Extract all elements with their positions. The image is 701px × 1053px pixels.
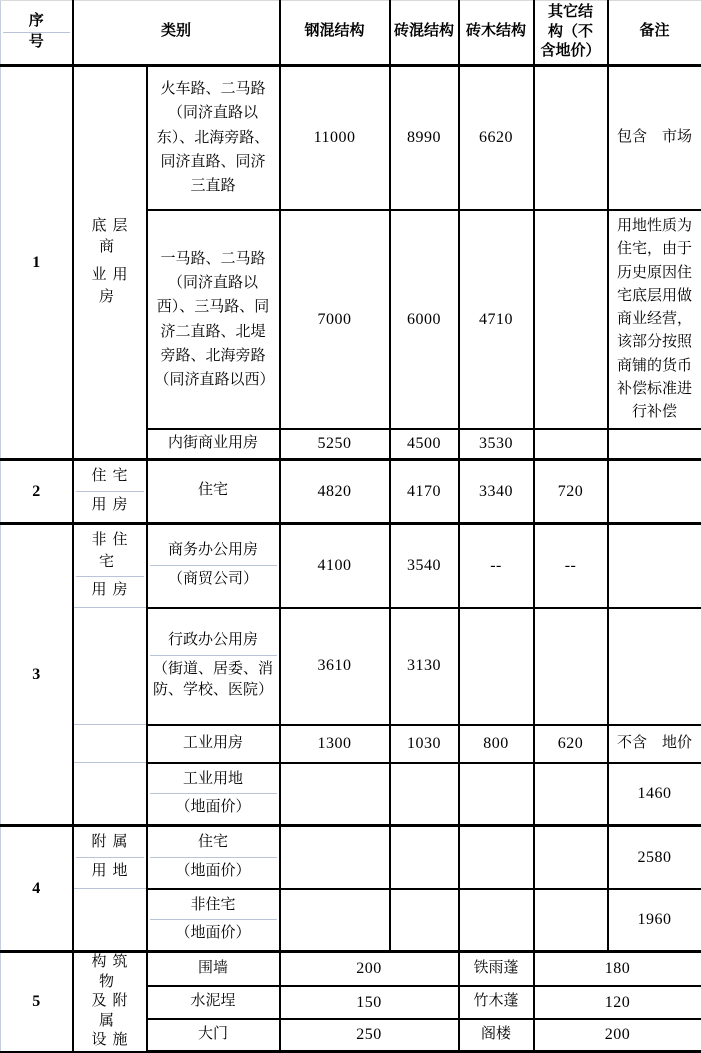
- s3-r4-name-stack: [150, 766, 277, 823]
- header-serial: [1, 1, 73, 66]
- cell-s5-r3-item1: 大门: [147, 1019, 280, 1052]
- category-3-empty-2: [73, 725, 147, 763]
- serial-5-cell: 5: [1, 952, 73, 1052]
- row-s2-r1: [1, 459, 701, 523]
- cell-s5-r2-item2: 竹木蓬: [459, 986, 534, 1019]
- category-4-empty-1: [73, 889, 147, 952]
- cell-s2-r1-steel: 4820: [280, 459, 390, 523]
- s1-r2-remark-text: 用地性质为住宅，由于历史原因住宅底层用做商业经营，该部分按照商铺的货币补偿标准进行补偿: [611, 213, 699, 426]
- category-5-stack: [76, 953, 144, 1051]
- category-1-line1: 底层商: [76, 213, 144, 263]
- cell-s1-r2-other: [534, 210, 608, 429]
- s3-r2-name-stack: [150, 627, 277, 705]
- category-residential-housing: [73, 459, 147, 523]
- cell-s1-r1-remark: 包含 市场: [608, 65, 701, 210]
- cell-s1-r1-brickwood: 6620: [459, 65, 534, 210]
- cell-s1-r2-brick: 6000: [390, 210, 459, 429]
- cell-s1-r2-remark: [608, 210, 701, 429]
- cell-s3-r2-name: [147, 608, 280, 725]
- row-s4-r2: [1, 889, 701, 952]
- cell-s4-r2-remark: 1960: [608, 889, 701, 952]
- row-s3-r3: [1, 725, 701, 763]
- s3-r1-name-line1: 商务办公用房: [150, 537, 277, 565]
- serial-3-cell: 3: [1, 523, 73, 825]
- cell-s1-r3-brickwood: 3530: [459, 429, 534, 459]
- cell-s3-r4-remark: 1460: [608, 763, 701, 826]
- cell-s3-r4-other: [534, 763, 608, 826]
- cell-s4-r1-remark: 2580: [608, 826, 701, 889]
- cell-s5-r1-value2: 180: [534, 952, 701, 986]
- header-category: 类别: [73, 1, 280, 66]
- header-other-stack: [537, 3, 605, 62]
- cell-s4-r2-name: [147, 889, 280, 952]
- category-3-line2: 用房: [76, 576, 144, 605]
- category-structures-facilities: [73, 952, 147, 1052]
- cell-s5-r2-value1: 150: [280, 986, 459, 1019]
- cell-s3-r3-other: 620: [534, 725, 608, 763]
- s4-r2-name-line2: （地面价）: [150, 919, 277, 948]
- cell-s5-r1-item1: 围墙: [147, 952, 280, 986]
- cell-s1-r1-other: [534, 65, 608, 210]
- category-2-line1: 住宅: [76, 463, 144, 491]
- header-other-line3: 含地价）: [537, 42, 605, 62]
- header-serial-stack: [3, 12, 70, 52]
- category-2-line2: 用房: [76, 491, 144, 520]
- cell-s3-r2-remark: [608, 608, 701, 725]
- s4-r2-name-stack: [150, 892, 277, 949]
- cell-s3-r1-brickwood: --: [459, 523, 534, 607]
- cell-s5-r3-value2: 200: [534, 1019, 701, 1052]
- cell-s1-r3-name: 内街商业用房: [147, 429, 280, 459]
- header-other-structure: [534, 1, 608, 66]
- cell-s4-r2-brick: [390, 889, 459, 952]
- category-5-line2: 及附属: [76, 992, 144, 1031]
- row-s4-r1: [1, 826, 701, 889]
- cell-s4-r2-other: [534, 889, 608, 952]
- cell-s1-r3-brick: 4500: [390, 429, 459, 459]
- cell-s4-r1-brick: [390, 826, 459, 889]
- cell-s4-r1-name: [147, 826, 280, 889]
- cell-s2-r1-other: 720: [534, 459, 608, 523]
- cell-s1-r2-steel: 7000: [280, 210, 390, 429]
- cell-s3-r2-steel: 3610: [280, 608, 390, 725]
- cell-s3-r4-brickwood: [459, 763, 534, 826]
- cell-s3-r1-name: [147, 523, 280, 607]
- cell-s3-r2-brickwood: [459, 608, 534, 725]
- s4-r1-name-line2: （地面价）: [150, 857, 277, 886]
- cell-s3-r3-name: 工业用房: [147, 725, 280, 763]
- cell-s4-r2-brickwood: [459, 889, 534, 952]
- cell-s3-r1-other: --: [534, 523, 608, 607]
- category-ground-floor-commercial: [73, 65, 147, 459]
- category-4-line2: 用地: [76, 857, 144, 886]
- s4-r2-name-line1: 非住宅: [150, 892, 277, 920]
- category-attached-land: [73, 826, 147, 889]
- header-brick-concrete: 砖混结构: [390, 1, 459, 66]
- category-3-stack: [76, 527, 144, 605]
- cell-s1-r1-steel: 11000: [280, 65, 390, 210]
- cell-s1-r1-name: [147, 65, 280, 210]
- s3-r4-name-line1: 工业用地: [150, 766, 277, 794]
- cell-s5-r2-item1: 水泥埕: [147, 986, 280, 1019]
- cell-s2-r1-remark: [608, 459, 701, 523]
- serial-4-cell: 4: [1, 826, 73, 952]
- s3-r4-name-line2: （地面价）: [150, 793, 277, 822]
- header-serial-line2: 号: [3, 32, 70, 53]
- cell-s3-r3-remark: 不含 地价: [608, 725, 701, 763]
- cell-s4-r1-other: [534, 826, 608, 889]
- category-non-residential-housing: [73, 523, 147, 607]
- header-other-line2: 构（不: [537, 23, 605, 43]
- header-serial-line1: 序: [3, 12, 70, 32]
- category-1-stack: [76, 213, 144, 312]
- s1-r1-road-list: 火车路、二马路（同济直路以东）、北海旁路、同济直路、同济三直路: [150, 73, 277, 202]
- s4-r1-name-line1: 住宅: [150, 829, 277, 857]
- cell-s5-r2-value2: 120: [534, 986, 701, 1019]
- cell-s3-r1-remark: [608, 523, 701, 607]
- header-brick-wood: 砖木结构: [459, 1, 534, 66]
- cell-s1-r3-remark: [608, 429, 701, 459]
- serial-2-cell: 2: [1, 459, 73, 523]
- cell-s2-r1-name: 住宅: [147, 459, 280, 523]
- cell-s3-r1-brick: 3540: [390, 523, 459, 607]
- row-s3-r4: [1, 763, 701, 826]
- cell-s1-r3-steel: 5250: [280, 429, 390, 459]
- cell-s1-r2-name: [147, 210, 280, 429]
- cell-s2-r1-brick: 4170: [390, 459, 459, 523]
- row-s3-r2: [1, 608, 701, 725]
- category-3-line1: 非住宅: [76, 527, 144, 577]
- cell-s1-r2-brickwood: 4710: [459, 210, 534, 429]
- row-s3-r1: [1, 523, 701, 607]
- s1-r2-road-list: 一马路、二马路（同济直路以西）、三马路、同济二直路、北堤旁路、北海旁路（同济直路以西）: [150, 243, 277, 397]
- category-5-line3: 设施: [76, 1031, 144, 1051]
- cell-s3-r4-name: [147, 763, 280, 826]
- category-3-empty-3: [73, 763, 147, 826]
- s3-r2-name-line1: 行政办公用房: [150, 627, 277, 655]
- cell-s3-r3-brick: 1030: [390, 725, 459, 763]
- cell-s3-r1-steel: 4100: [280, 523, 390, 607]
- cell-s4-r1-steel: [280, 826, 390, 889]
- cell-s2-r1-brickwood: 3340: [459, 459, 534, 523]
- s3-r1-name-line2: （商贸公司）: [150, 565, 277, 594]
- row-s1-r1: [1, 65, 701, 210]
- cell-s5-r1-value1: 200: [280, 952, 459, 986]
- s3-r2-name-line2: （街道、居委、消防、学校、医院）: [150, 655, 277, 706]
- cell-s3-r2-brick: 3130: [390, 608, 459, 725]
- cell-s3-r3-brickwood: 800: [459, 725, 534, 763]
- header-row: [1, 1, 701, 66]
- cell-s5-r3-value1: 250: [280, 1019, 459, 1052]
- header-other-line1: 其它结: [537, 3, 605, 23]
- category-3-empty-1: [73, 608, 147, 725]
- s3-r1-name-stack: [150, 537, 277, 594]
- s4-r1-name-stack: [150, 829, 277, 886]
- cell-s1-r1-brick: 8990: [390, 65, 459, 210]
- category-2-stack: [76, 463, 144, 520]
- header-steel-structure: 钢混结构: [280, 1, 390, 66]
- cell-s3-r4-brick: [390, 763, 459, 826]
- cell-s5-r3-item2: 阁楼: [459, 1019, 534, 1052]
- header-remark: 备注: [608, 1, 701, 66]
- serial-1-cell: 1: [1, 65, 73, 459]
- category-5-line1: 构筑物: [76, 953, 144, 992]
- cell-s4-r2-steel: [280, 889, 390, 952]
- cell-s3-r4-steel: [280, 763, 390, 826]
- category-4-stack: [76, 829, 144, 886]
- cell-s3-r3-steel: 1300: [280, 725, 390, 763]
- cell-s4-r1-brickwood: [459, 826, 534, 889]
- cell-s1-r3-other: [534, 429, 608, 459]
- category-4-line1: 附属: [76, 829, 144, 857]
- row-s5-r1: [1, 952, 701, 986]
- cell-s5-r1-item2: 铁雨蓬: [459, 952, 534, 986]
- cell-s3-r2-other: [534, 608, 608, 725]
- category-1-line2: 业用房: [76, 262, 144, 312]
